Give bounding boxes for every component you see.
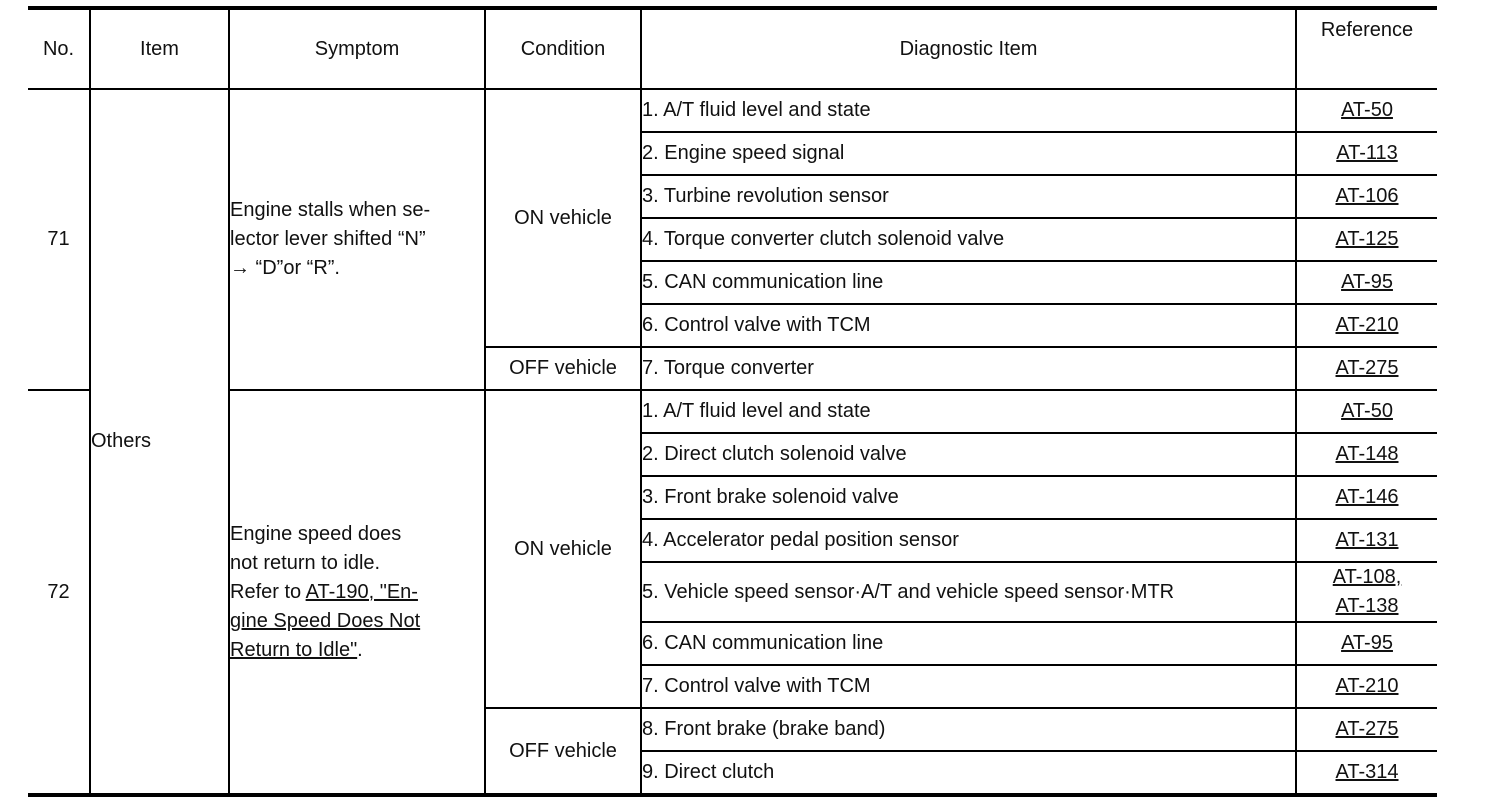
header-condition: Condition (485, 8, 641, 89)
reference-link[interactable]: AT-131 (1335, 529, 1399, 551)
symptom-cell (229, 390, 485, 795)
reference-link[interactable]: AT-50 (1341, 400, 1393, 422)
condition-cell: OFF vehicle (485, 708, 641, 795)
reference-link[interactable]: AT-50 (1341, 99, 1393, 121)
diagnostic-item: 7. Torque converter (641, 347, 1296, 390)
reference-cell (1296, 751, 1437, 795)
symptom-line (230, 607, 484, 636)
diagnostic-item: 1. A/T fluid level and state (641, 390, 1296, 433)
reference-cell (1296, 261, 1437, 304)
reference-link[interactable]: AT-148 (1335, 443, 1399, 465)
reference-cell (1296, 665, 1437, 708)
reference-cell (1296, 132, 1437, 175)
reference-link[interactable]: AT-275 (1335, 357, 1399, 379)
header-row (28, 8, 1437, 89)
symptom-line: lector lever shifted “N” (230, 228, 426, 250)
diagnostic-item: 4. Accelerator pedal position sensor (641, 519, 1296, 562)
symptom-line: not return to idle. (230, 551, 381, 574)
row-number: 71 (47, 228, 70, 250)
reference-cell (1296, 390, 1437, 433)
symptom-line: Engine stalls when se- (230, 199, 431, 221)
reference-cell (1296, 519, 1437, 562)
condition-cell: OFF vehicle (485, 347, 641, 390)
header-no: No. (28, 8, 90, 89)
diagnostic-item: 7. Control valve with TCM (641, 665, 1296, 708)
diagnostic-item: 6. CAN communication line (641, 622, 1296, 665)
header-item: Item (90, 8, 229, 89)
diagnostic-item: 5. Vehicle speed sensor·A/T and vehicle speed sensor·MTR (641, 562, 1296, 622)
reference-cell (1296, 622, 1437, 665)
diagnostic-item: 2. Direct clutch solenoid valve (641, 433, 1296, 476)
symptom-reference-link[interactable]: Return to Idle" (230, 638, 358, 661)
reference-cell (1296, 218, 1437, 261)
symptom-line: Engine speed does (230, 522, 402, 545)
reference-link[interactable]: AT-113 (1336, 142, 1398, 164)
reference-link[interactable]: AT-314 (1335, 761, 1399, 783)
diagnostic-item: 8. Front brake (brake band) (641, 708, 1296, 751)
reference-link[interactable]: AT-138 (1335, 595, 1399, 617)
table-body (28, 89, 1437, 795)
reference-link[interactable]: AT-106 (1335, 185, 1399, 207)
reference-link[interactable]: AT-95 (1341, 632, 1393, 654)
symptom-suffix: . (357, 638, 363, 661)
diagnostic-item: 2. Engine speed signal (641, 132, 1296, 175)
reference-link[interactable]: AT-275 (1335, 718, 1399, 740)
header-symptom: Symptom (229, 8, 485, 89)
table-row (28, 89, 1437, 132)
reference-cell (1296, 562, 1437, 622)
reference-cell (1296, 433, 1437, 476)
diagnostic-item: 3. Turbine revolution sensor (641, 175, 1296, 218)
reference-cell (1296, 476, 1437, 519)
header-reference: Reference (1296, 8, 1437, 89)
condition-cell: ON vehicle (485, 89, 641, 347)
symptom-line (230, 636, 484, 665)
diagnostic-table (28, 6, 1437, 797)
diagnostic-item: 9. Direct clutch (641, 751, 1296, 795)
reference-link[interactable]: AT-125 (1335, 228, 1399, 250)
diagnostic-item: 1. A/T fluid level and state (641, 89, 1296, 132)
diagnostic-table-container (28, 6, 1437, 797)
item-category: Others (90, 89, 229, 795)
condition-cell: ON vehicle (485, 390, 641, 708)
header-diagnostic-item: Diagnostic Item (641, 8, 1296, 89)
reference-cell (1296, 89, 1437, 132)
diagnostic-item: 3. Front brake solenoid valve (641, 476, 1296, 519)
symptom-reference-link[interactable]: gine Speed Does Not (230, 609, 421, 632)
symptom-reference-link[interactable]: AT-190, "En- (305, 580, 418, 603)
diagnostic-item: 6. Control valve with TCM (641, 304, 1296, 347)
reference-link[interactable]: AT-210 (1335, 314, 1399, 336)
diagnostic-item: 5. CAN communication line (641, 261, 1296, 304)
row-number: 72 (28, 390, 90, 795)
reference-cell (1296, 175, 1437, 218)
reference-link[interactable]: AT-95 (1341, 271, 1393, 293)
reference-cell (1296, 304, 1437, 347)
reference-link[interactable]: AT-146 (1335, 486, 1399, 508)
reference-cell (1296, 708, 1437, 751)
diagnostic-item: 4. Torque converter clutch solenoid valve (641, 218, 1296, 261)
reference-link[interactable]: AT-108, (1332, 566, 1402, 588)
reference-cell (1296, 347, 1437, 390)
symptom-line (230, 578, 484, 607)
symptom-line: → “D”or “R”. (230, 257, 340, 279)
table-row (28, 390, 1437, 433)
reference-link[interactable]: AT-210 (1335, 675, 1399, 697)
symptom-cell (229, 89, 485, 390)
refer-prefix: Refer to (230, 580, 306, 603)
